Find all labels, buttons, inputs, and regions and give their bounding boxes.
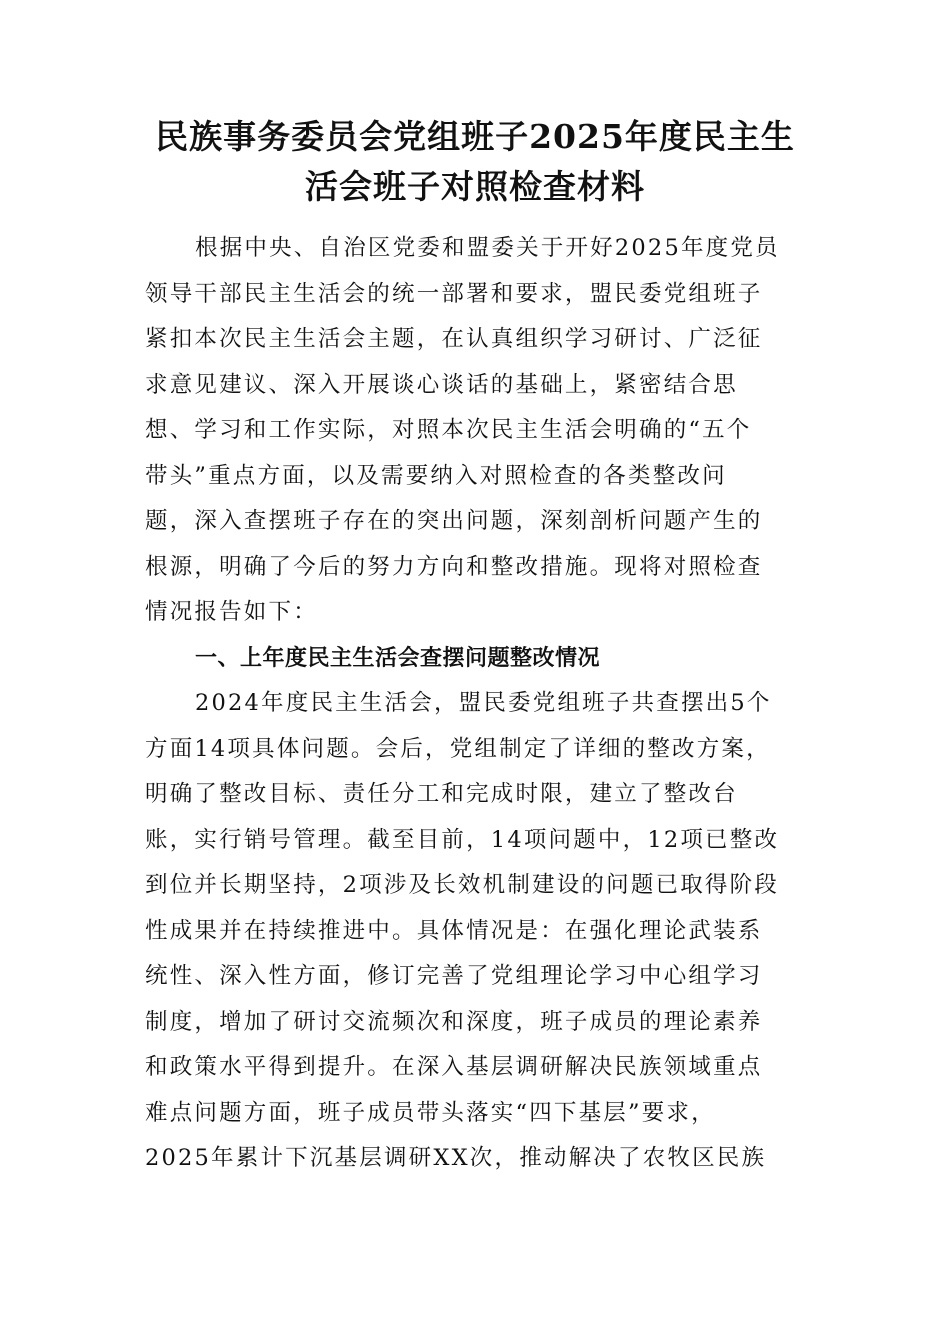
text-line: 性成果并在持续推进中。具体情况是：在强化理论武装系 xyxy=(145,917,763,944)
title-line-1: 民族事务委员会党组班子2025年度民主生 xyxy=(155,117,795,156)
intro-paragraph xyxy=(145,226,805,636)
text-line: 想、学习和工作实际，对照本次民主生活会明确的“五个 xyxy=(145,417,752,443)
text-line: 根据中央、自治区党委和盟委关于开好2025年度党员 xyxy=(195,235,780,261)
section-paragraph xyxy=(145,681,805,1182)
text-line: 2025年累计下沉基层调研XX次，推动解决了农牧区民族 xyxy=(145,1145,767,1171)
text-line: 统性、深入性方面，修订完善了党组理论学习中心组学习 xyxy=(145,963,763,989)
section-heading: 一、上年度民主生活会查摆问题整改情况 xyxy=(195,645,601,671)
text-line: 紧扣本次民主生活会主题，在认真组织学习研讨、广泛征 xyxy=(145,326,763,352)
text-line: 题，深入查摆班子存在的突出问题，深刻剖析问题产生的 xyxy=(145,508,763,534)
text-line: 到位并长期坚持，2项涉及长效机制建设的问题已取得阶段 xyxy=(145,872,780,898)
text-line: 制度，增加了研讨交流频次和深度，班子成员的理论素养 xyxy=(145,1008,763,1035)
text-line: 领导干部民主生活会的统一部署和要求，盟民委党组班子 xyxy=(145,280,763,307)
text-line: 账，实行销号管理。截至目前，14项问题中，12项已整改 xyxy=(145,826,780,853)
text-line: 情况报告如下： xyxy=(145,599,318,625)
text-line: 求意见建议、深入开展谈心谈话的基础上，紧密结合思 xyxy=(145,371,738,398)
text-line: 和政策水平得到提升。在深入基层调研解决民族领域重点 xyxy=(145,1054,763,1080)
text-line: 明确了整改目标、责任分工和完成时限，建立了整改台 xyxy=(145,781,738,807)
text-line: 根源，明确了今后的努力方向和整改措施。现将对照检查 xyxy=(145,553,763,580)
text-line: 方面14项具体问题。会后，党组制定了详细的整改方案， xyxy=(145,735,771,762)
text-line: 2024年度民主生活会，盟民委党组班子共查摆出5个 xyxy=(195,690,772,716)
text-line: 难点问题方面，班子成员带头落实“四下基层”要求， xyxy=(145,1099,716,1126)
document-body xyxy=(145,226,805,1182)
document-title xyxy=(140,112,810,212)
text-line: 带头”重点方面，以及需要纳入对照检查的各类整改问 xyxy=(145,462,727,489)
title-line-2: 活会班子对照检查材料 xyxy=(305,167,645,206)
